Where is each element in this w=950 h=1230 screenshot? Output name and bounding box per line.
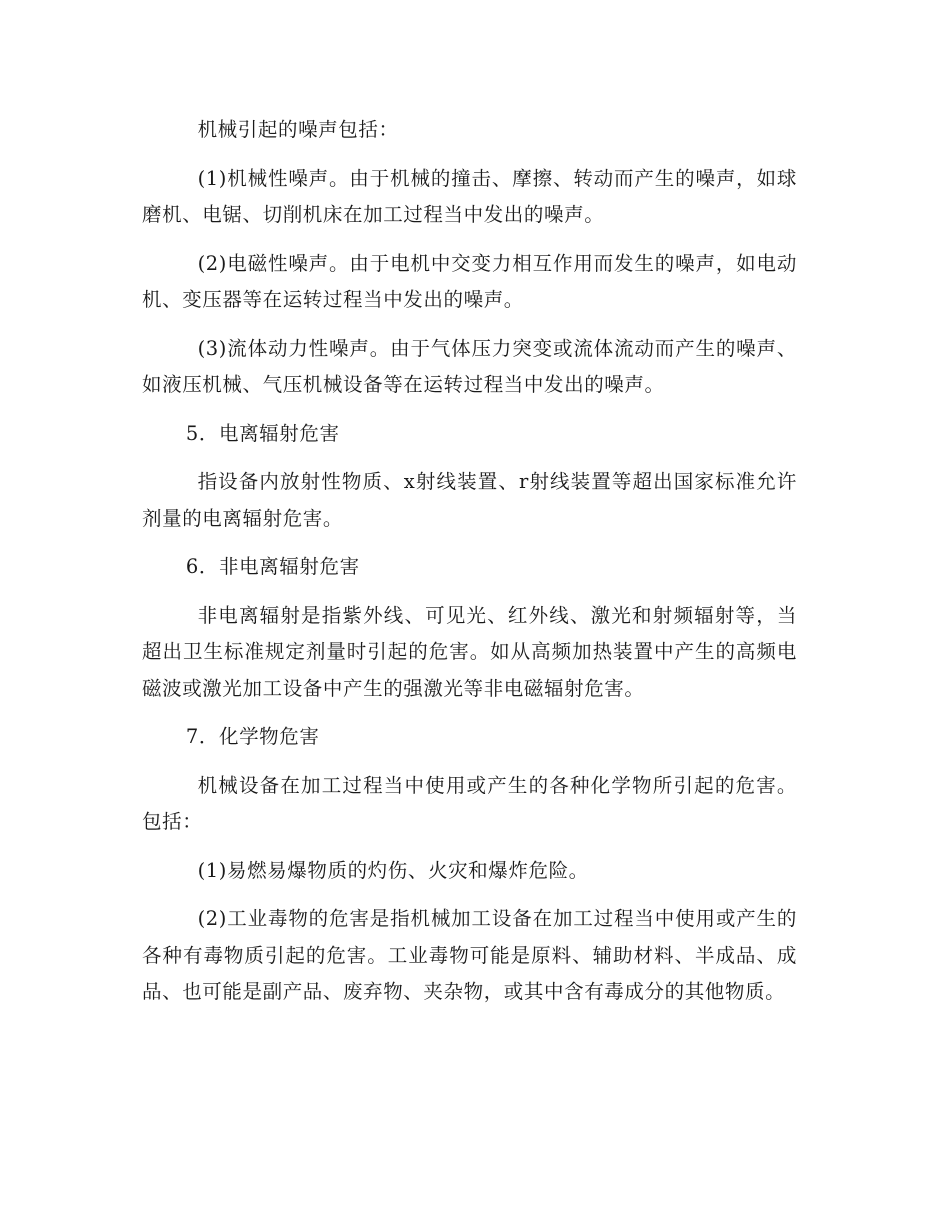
paragraph-non-ionizing-radiation: 非电离辐射是指紫外线、可见光、红外线、激光和射频辐射等，当超出卫生标准规定剂量时引起的危害。如从高频加热装置中产生的高频电磁波或激光加工设备中产生的强激光等非电磁辐射危害。 bbox=[142, 603, 797, 700]
paragraph-chemical-hazards: 机械设备在加工过程当中使用或产生的各种化学物所引起的危害。包括： bbox=[142, 773, 797, 833]
paragraph-flammable: (1)易燃易爆物质的灼伤、火灾和爆炸危险。 bbox=[197, 858, 589, 882]
paragraph-electromagnetic-noise: (2)电磁性噪声。由于电机中交变力相互作用而发生的噪声，如电动机、变压器等在运转过程当中发出的噪声。 bbox=[142, 251, 797, 311]
section-heading-non-ionizing-radiation: 6．非电离辐射危害 bbox=[185, 555, 360, 578]
section-heading-chemical-hazards: 7．化学物危害 bbox=[185, 725, 320, 748]
paragraph-mechanical-noise: (1)机械性噪声。由于机械的撞击、摩擦、转动而产生的噪声，如球磨机、电锯、切削机床在加工过程当中发出的噪声。 bbox=[142, 166, 797, 226]
paragraph-ionizing-radiation: 指设备内放射性物质、x射线装置、r射线装置等超出国家标准允许剂量的电离辐射危害。 bbox=[142, 470, 797, 530]
section-heading-ionizing-radiation: 5．电离辐射危害 bbox=[185, 421, 340, 445]
paragraph-intro: 机械引起的噪声包括： bbox=[197, 118, 399, 141]
paragraph-industrial-toxins: (2)工业毒物的危害是指机械加工设备在加工过程当中使用或产生的各种有毒物质引起的危害。工业毒物可能是原料、辅助材料、半成品、成品、也可能是副产品、废弃物、夹杂物，或其中含有毒成分的其他物质。 bbox=[142, 907, 797, 1003]
document-body bbox=[142, 112, 797, 1023]
paragraph-fluid-noise: (3)流体动力性噪声。由于气体压力突变或流体流动而产生的噪声、如液压机械、气压机械设备等在运转过程当中发出的噪声。 bbox=[142, 336, 797, 396]
